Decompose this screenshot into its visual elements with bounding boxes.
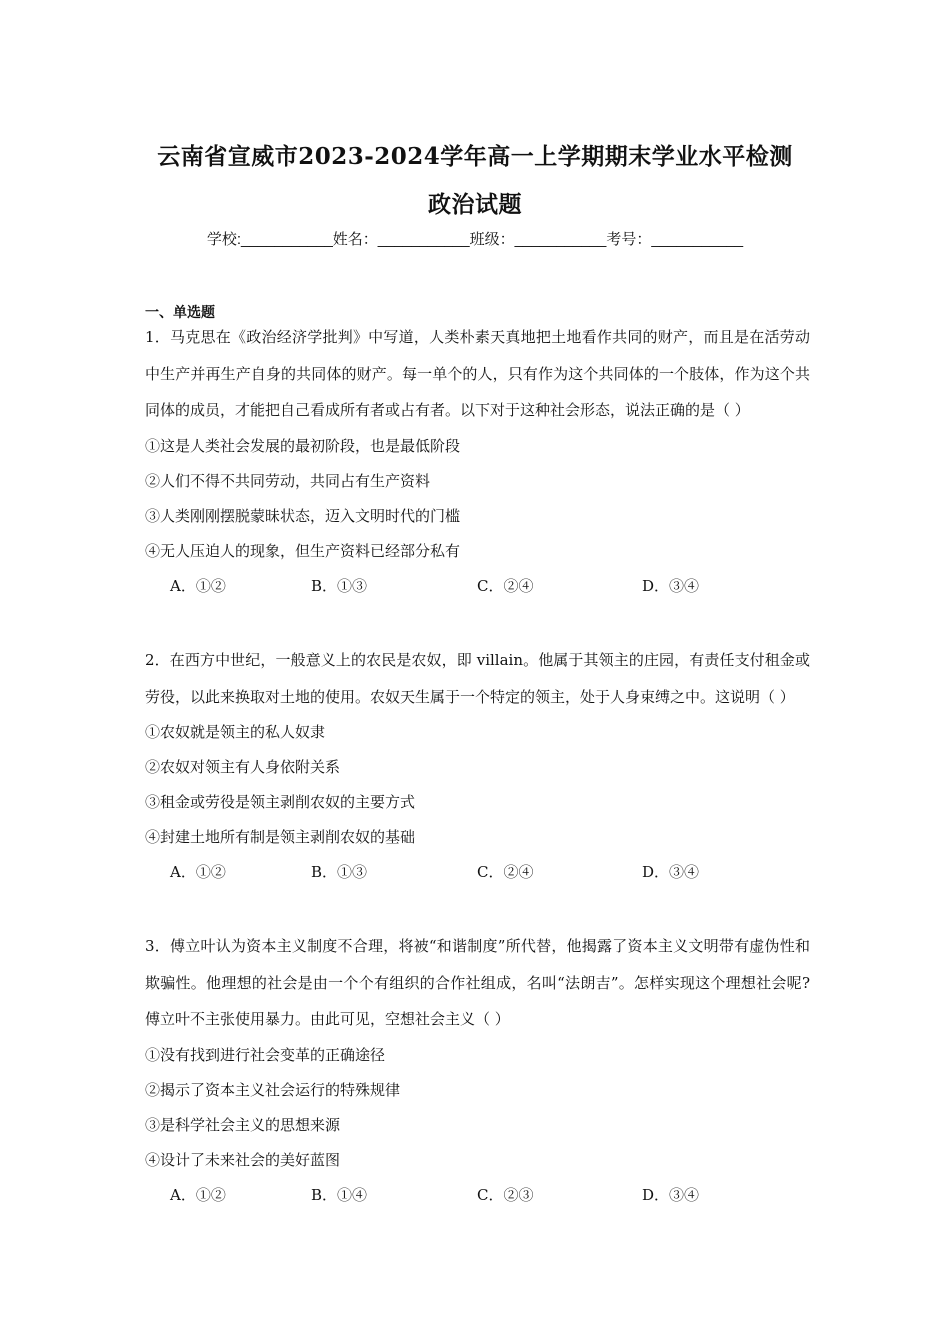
question-3	[145, 928, 810, 1213]
statement-item: ①这是人类社会发展的最初阶段，也是最低阶段	[145, 436, 461, 455]
option-d: D．③④	[642, 576, 700, 595]
question-stem: 1．马克思在《政治经济学批判》中写道，人类朴素天真地把土地看作共同的财产，而且是在活劳动中生产并再生产自身的共同体的财产。每一单个的人，只有作为这个共同体的一个肢体，作为这个共同体的成员，才能把自己看成所有者或占有者。以下对于这种社会形态，说法正确的是（ ）	[145, 328, 810, 419]
statement-item: ②农奴对领主有人身依附关系	[145, 758, 341, 776]
option-c: C．②④	[477, 863, 534, 881]
document-title-line2: 政治试题	[428, 191, 522, 218]
option-b: B．①③	[311, 863, 368, 881]
answer-options	[145, 855, 810, 890]
question-stem: 2．在西方中世纪，一般意义上的农民是农奴，即 villain。他属于其领主的庄园，有责任支付租金或劳役，以此来换取对土地的使用。农奴天生属于一个特定的领主，处于人身束缚之中。这说明（ ）	[145, 651, 810, 706]
option-a: A．①②	[170, 1185, 226, 1204]
question-2	[145, 642, 810, 890]
statement-item: ④设计了未来社会的美好蓝图	[145, 1150, 341, 1169]
student-info-line: 学校:___________姓名：___________班级：___________考号：___________	[206, 231, 744, 248]
option-b: B．①③	[311, 576, 368, 595]
document-title-line1: 云南省宣威市2023-2024学年高一上学期期末学业水平检测	[157, 143, 793, 170]
section-heading: 一、单选题	[145, 305, 215, 321]
statement-item: ③是科学社会主义的思想来源	[145, 1115, 341, 1134]
statement-item: ①没有找到进行社会变革的正确途径	[145, 1045, 386, 1064]
statement-item: ③租金或劳役是领主剥削农奴的主要方式	[145, 793, 416, 811]
statement-item: ④封建土地所有制是领主剥削农奴的基础	[145, 828, 416, 846]
statement-item: ④无人压迫人的现象，但生产资料已经部分私有	[145, 541, 461, 560]
answer-options	[145, 1178, 810, 1213]
question-1	[145, 319, 810, 604]
option-d: D．③④	[642, 863, 700, 881]
question-stem: 3．傅立叶认为资本主义制度不合理，将被“和谐制度”所代替，他揭露了资本主义文明带有虚伪性和欺骗性。他理想的社会是由一个个有组织的合作社组成，名叫“法朗吉”。怎样实现这个理想社会呢?傅立叶不主张使用暴力。由此可见，空想社会主义（ ）	[145, 937, 810, 1028]
option-a: A．①②	[170, 863, 226, 881]
option-c: C．②④	[477, 576, 534, 595]
option-c: C．②③	[477, 1185, 534, 1204]
option-a: A．①②	[170, 576, 226, 595]
statement-item: ③人类刚刚摆脱蒙昧状态，迈入文明时代的门槛	[145, 506, 461, 525]
option-b: B．①④	[311, 1185, 368, 1204]
statement-item: ②揭示了资本主义社会运行的特殊规律	[145, 1080, 401, 1099]
option-d: D．③④	[642, 1185, 700, 1204]
statement-item: ②人们不得不共同劳动，共同占有生产资料	[145, 471, 431, 490]
statement-item: ①农奴就是领主的私人奴隶	[145, 723, 326, 741]
answer-options	[145, 569, 810, 604]
